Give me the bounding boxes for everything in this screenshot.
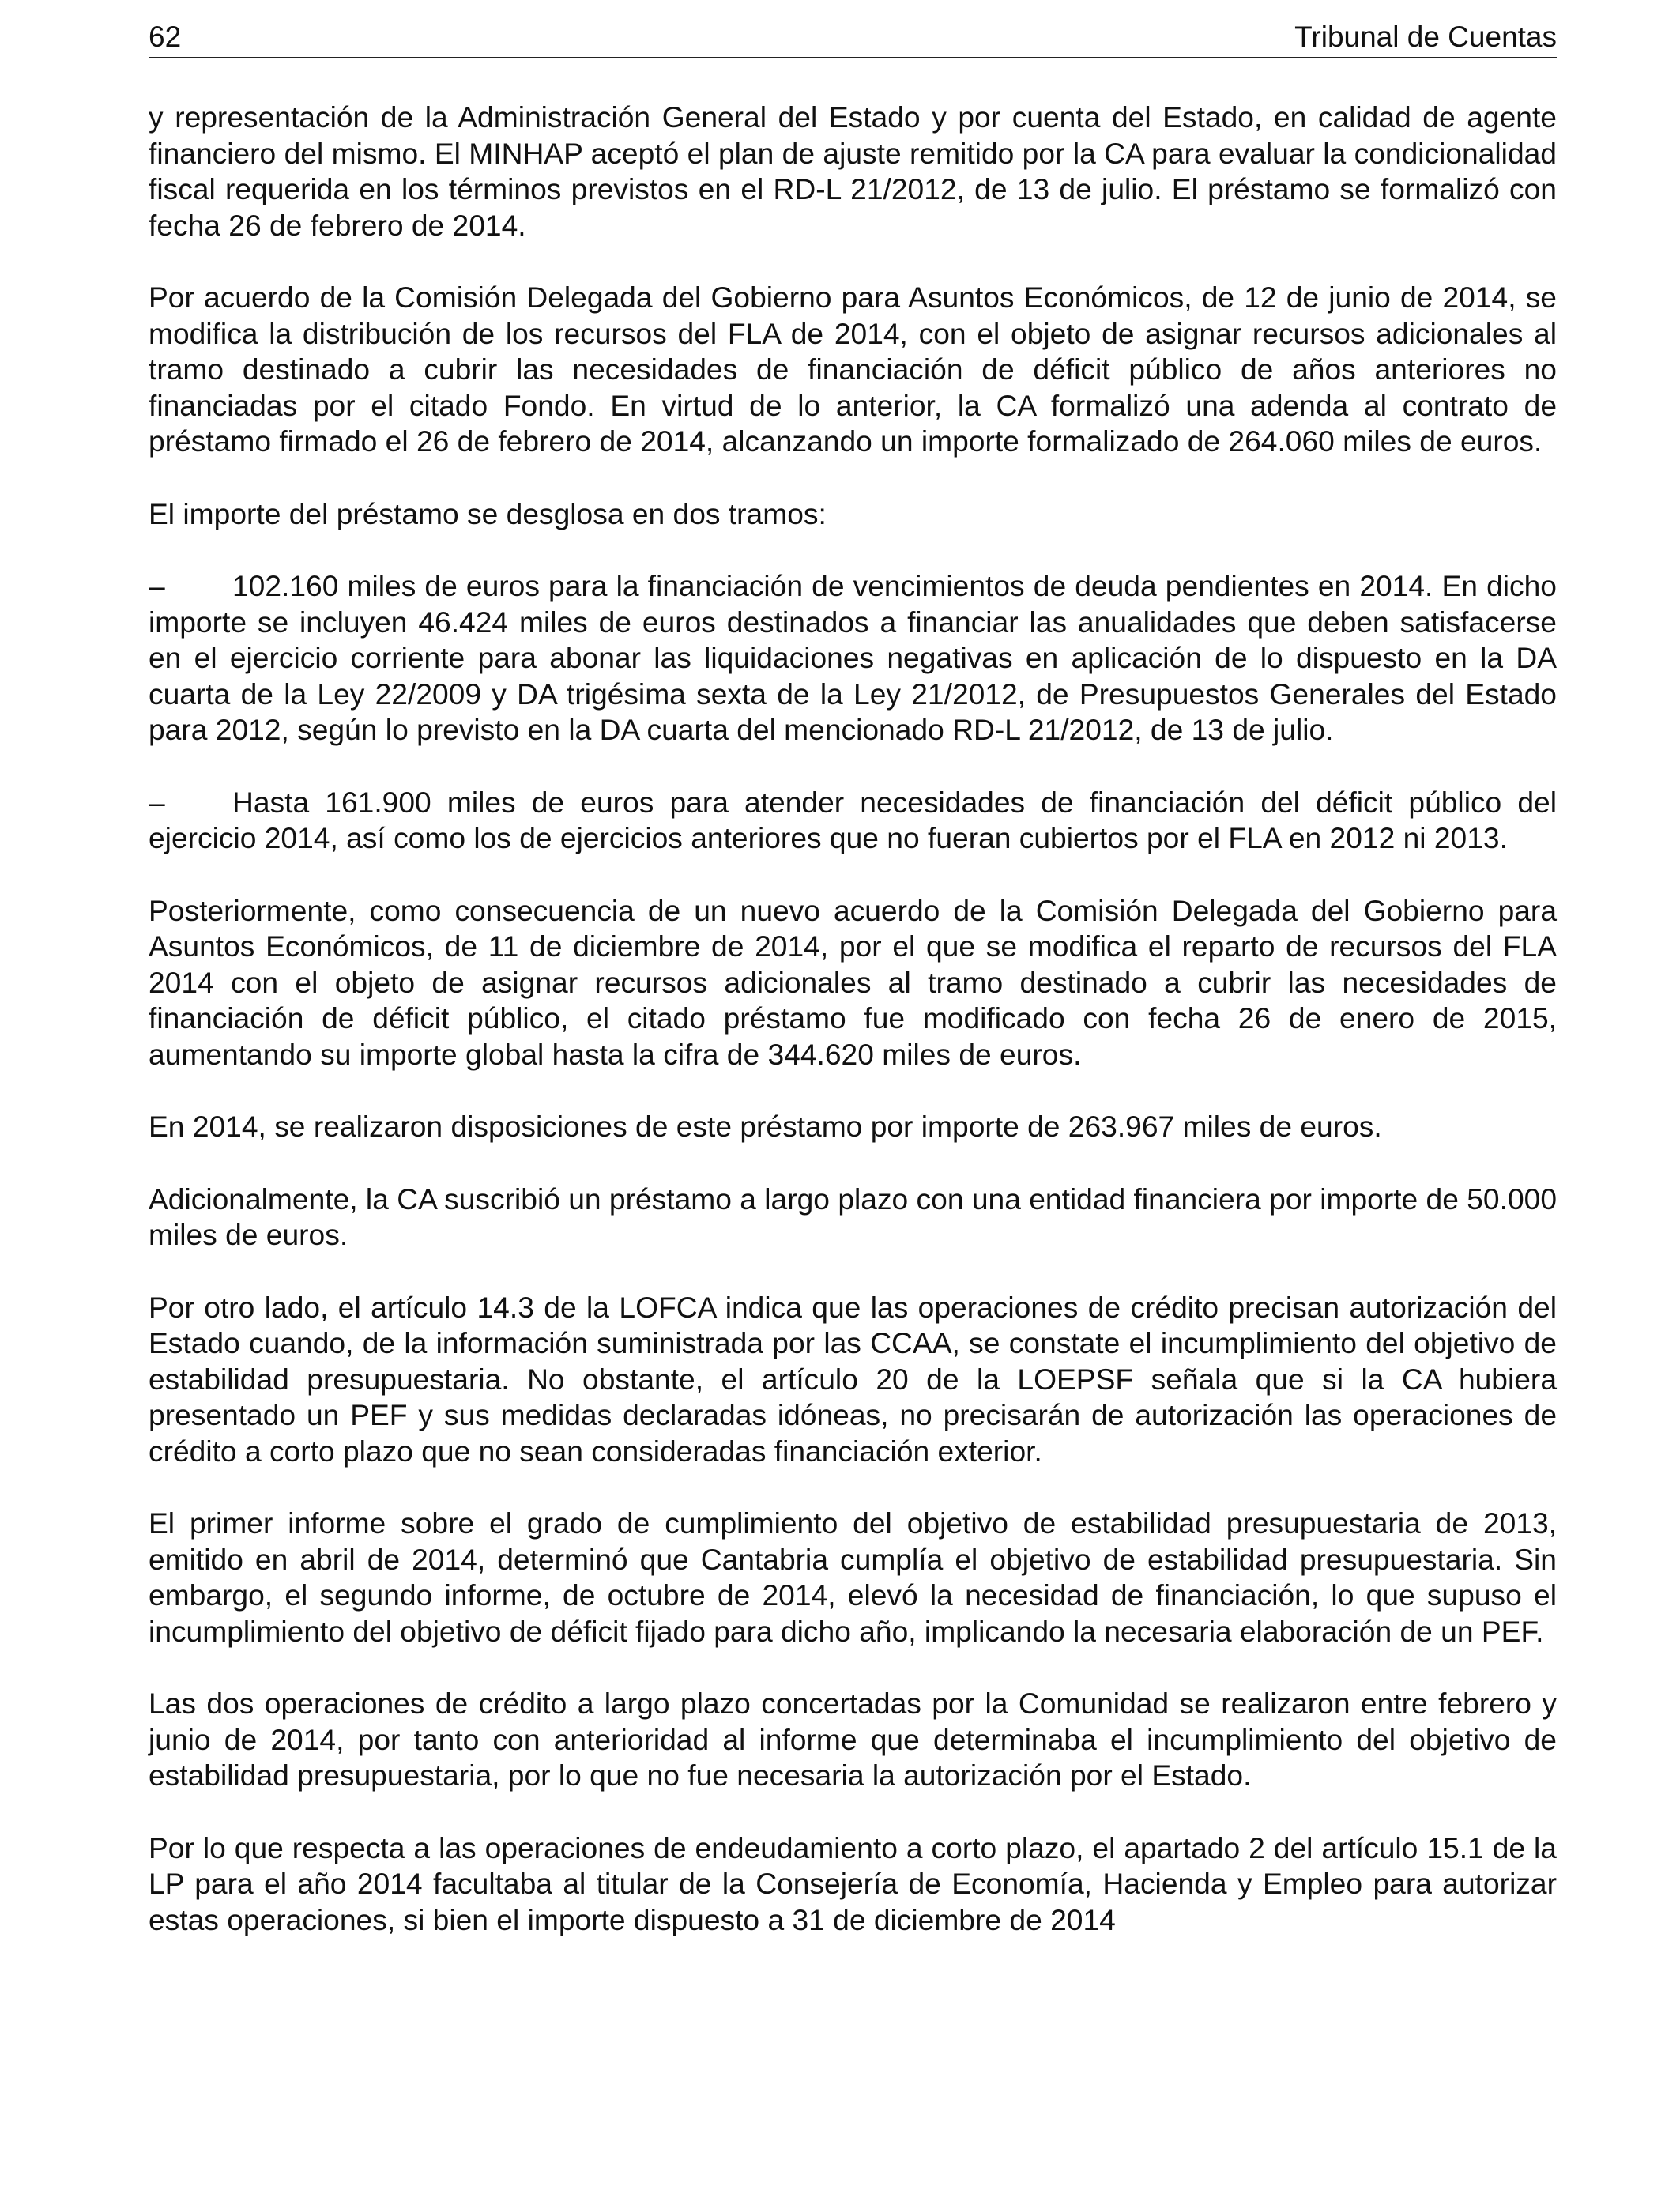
document-page (149, 0, 1557, 2194)
paragraph: Las dos operaciones de crédito a largo plazo concertadas por la Comunidad se realizaron entre febrero y junio de 2014, por tanto con anterioridad al informe que determinaba el incumplimiento del objetivo de estabilidad presupuestaria, por lo que no fue necesaria la autorización por el Estado. (149, 1687, 1557, 1792)
paragraph: El importe del préstamo se desglosa en dos tramos: (149, 496, 827, 530)
paragraph: Por lo que respecta a las operaciones de endeudamiento a corto plazo, el apartado 2 del artículo 15.1 de la LP para el año 2014 facultaba al titular de la Consejería de Economía, Hacienda y Empleo para autorizar estas operaciones, si bien el importe dispuesto a 31 de diciembre de 2014 (149, 1830, 1557, 1936)
list-item (149, 785, 1557, 857)
list-item-text: 102.160 miles de euros para la financiación de vencimientos de deuda pendientes en 2014. En dicho importe se incluyen 46.424 miles de euros destinados a financiar las anualidades que deben satisfacerse en el ejercicio corriente para abonar las liquidaciones negativas en aplicación de lo dispuesto en la DA cuarta de la Ley 22/2009 y DA trigésima sexta de la Ley 21/2012, de Presupuestos Generales del Estado para 2012, según lo previsto en la DA cuarta del mencionado RD-L 21/2012, de 13 de julio. (149, 569, 1557, 746)
list-item (149, 568, 1557, 748)
paragraph: y representación de la Administración General del Estado y por cuenta del Estado, en calidad de agente financiero del mismo. El MINHAP aceptó el plan de ajuste remitido por la CA para evaluar la condicionalidad fiscal requerida en los términos previstos en el RD-L 21/2012, de 13 de julio. El préstamo se formalizó con fecha 26 de febrero de 2014. (149, 100, 1557, 242)
dash-marker: – (149, 785, 165, 819)
paragraph: Posteriormente, como consecuencia de un nuevo acuerdo de la Comisión Delegada del Gobierno para Asuntos Económicos, de 11 de diciembre de 2014, por el que se modifica el reparto de recursos del FLA 2014 con el objeto de asignar recursos adicionales al tramo destinado a cubrir las necesidades de financiación de déficit público, el citado préstamo fue modificado con fecha 26 de enero de 2015, aumentando su importe global hasta la cifra de 344.620 miles de euros. (149, 893, 1557, 1071)
document-body (149, 100, 1557, 1974)
running-title: Tribunal de Cuentas (1294, 21, 1557, 53)
page-number: 62 (149, 21, 182, 53)
paragraph: Por acuerdo de la Comisión Delegada del Gobierno para Asuntos Económicos, de 12 de junio de 2014, se modifica la distribución de los recursos del FLA de 2014, con el objeto de asignar recursos adicionales al tramo destinado a cubrir las necesidades de financiación de déficit público de años anteriores no financiadas por el citado Fondo. En virtud de lo anterior, la CA formalizó una adenda al contrato de préstamo firmado el 26 de febrero de 2014, alcanzando un importe formalizado de 264.060 miles de euros. (149, 281, 1557, 458)
paragraph: En 2014, se realizaron disposiciones de este préstamo por importe de 263.967 miles de euros. (149, 1110, 1382, 1143)
paragraph: Por otro lado, el artículo 14.3 de la LOFCA indica que las operaciones de crédito precisan autorización del Estado cuando, de la información suministrada por las CCAA, se constate el incumplimiento del objetivo de estabilidad presupuestaria. No obstante, el artículo 20 de la LOEPSF señala que si la CA hubiera presentado un PEF y sus medidas declaradas idóneas, no precisarán de autorización las operaciones de crédito a corto plazo que no sean consideradas financiación exterior. (149, 1290, 1557, 1468)
list-item-text: Hasta 161.900 miles de euros para atender necesidades de financiación del déficit público del ejercicio 2014, así como los de ejercicios anteriores que no fueran cubiertos por el FLA en 2012 ni 2013. (149, 785, 1557, 854)
paragraph: El primer informe sobre el grado de cumplimiento del objetivo de estabilidad presupuestaria de 2013, emitido en abril de 2014, determinó que Cantabria cumplía el objetivo de estabilidad presupuestaria. Sin embargo, el segundo informe, de octubre de 2014, elevó la necesidad de financiación, lo que supuso el incumplimiento del objetivo de déficit fijado para dicho año, implicando la necesaria elaboración de un PEF. (149, 1506, 1557, 1648)
paragraph: Adicionalmente, la CA suscribió un préstamo a largo plazo con una entidad financiera por importe de 50.000 miles de euros. (149, 1182, 1557, 1251)
running-header (149, 17, 1557, 58)
dash-marker: – (149, 569, 165, 602)
